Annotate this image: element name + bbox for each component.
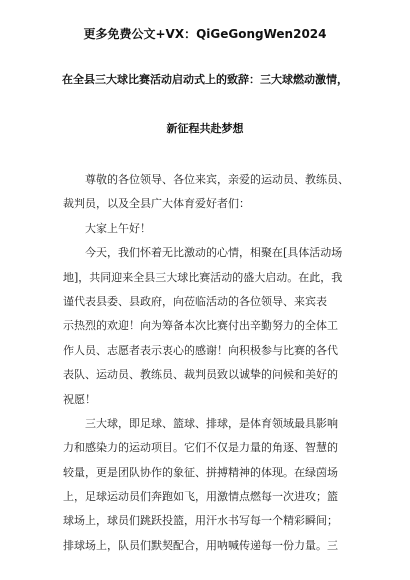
body-line: 上，足球运动员们奔跑如飞，用激情点燃每一次进攻；篮 [63, 490, 338, 504]
body-line: 今天，我们怀着无比激动的心情，相聚在[具体活动场 [85, 246, 343, 260]
document-header: 更多免费公文+VX：QiGeGongWen2024 [83, 27, 327, 41]
body-line: 较量，更是团队协作的象征、拼搏精神的体现。在绿茵场 [63, 465, 338, 479]
document-subtitle: 新征程共赴梦想 [166, 122, 244, 135]
body-line: 球场上，球员们跳跃投篮，用汗水书写每一个精彩瞬间； [63, 514, 338, 528]
body-line: 作人员、志愿者表示衷心的感谢！向积极参与比赛的各代 [63, 343, 338, 357]
body-line: 祝愿！ [63, 392, 96, 406]
body-line: 三大球，即足球、篮球、排球，是体育领域最具影响 [85, 416, 338, 430]
body-line: 谨代表县委、县政府，向莅临活动的各位领导、来宾表 [63, 294, 327, 308]
body-line: 排球场上，队员们默契配合，用呐喊传递每一份力量。三 [63, 538, 338, 552]
document-title: 在全县三大球比赛活动启动式上的致辞：三大球燃动激情， [62, 73, 348, 86]
document-body [63, 168, 353, 558]
body-line: 大家上午好！ [85, 221, 151, 235]
body-line: 力和感染力的运动项目。它们不仅是力量的角逐、智慧的 [63, 441, 338, 455]
body-line: 尊敬的各位领导、各位来宾，亲爱的运动员、教练员、 [85, 173, 349, 186]
body-line: 示热烈的欢迎！向为筹备本次比赛付出辛勤努力的全体工 [63, 319, 338, 333]
body-line: 裁判员，以及全县广大体育爱好者们： [63, 197, 250, 211]
body-line: 表队、运动员、教练员、裁判员致以诚挚的问候和美好的 [63, 368, 338, 382]
body-line: 地]，共同迎来全县三大球比赛活动的盛大启动。在此，我 [63, 270, 343, 284]
